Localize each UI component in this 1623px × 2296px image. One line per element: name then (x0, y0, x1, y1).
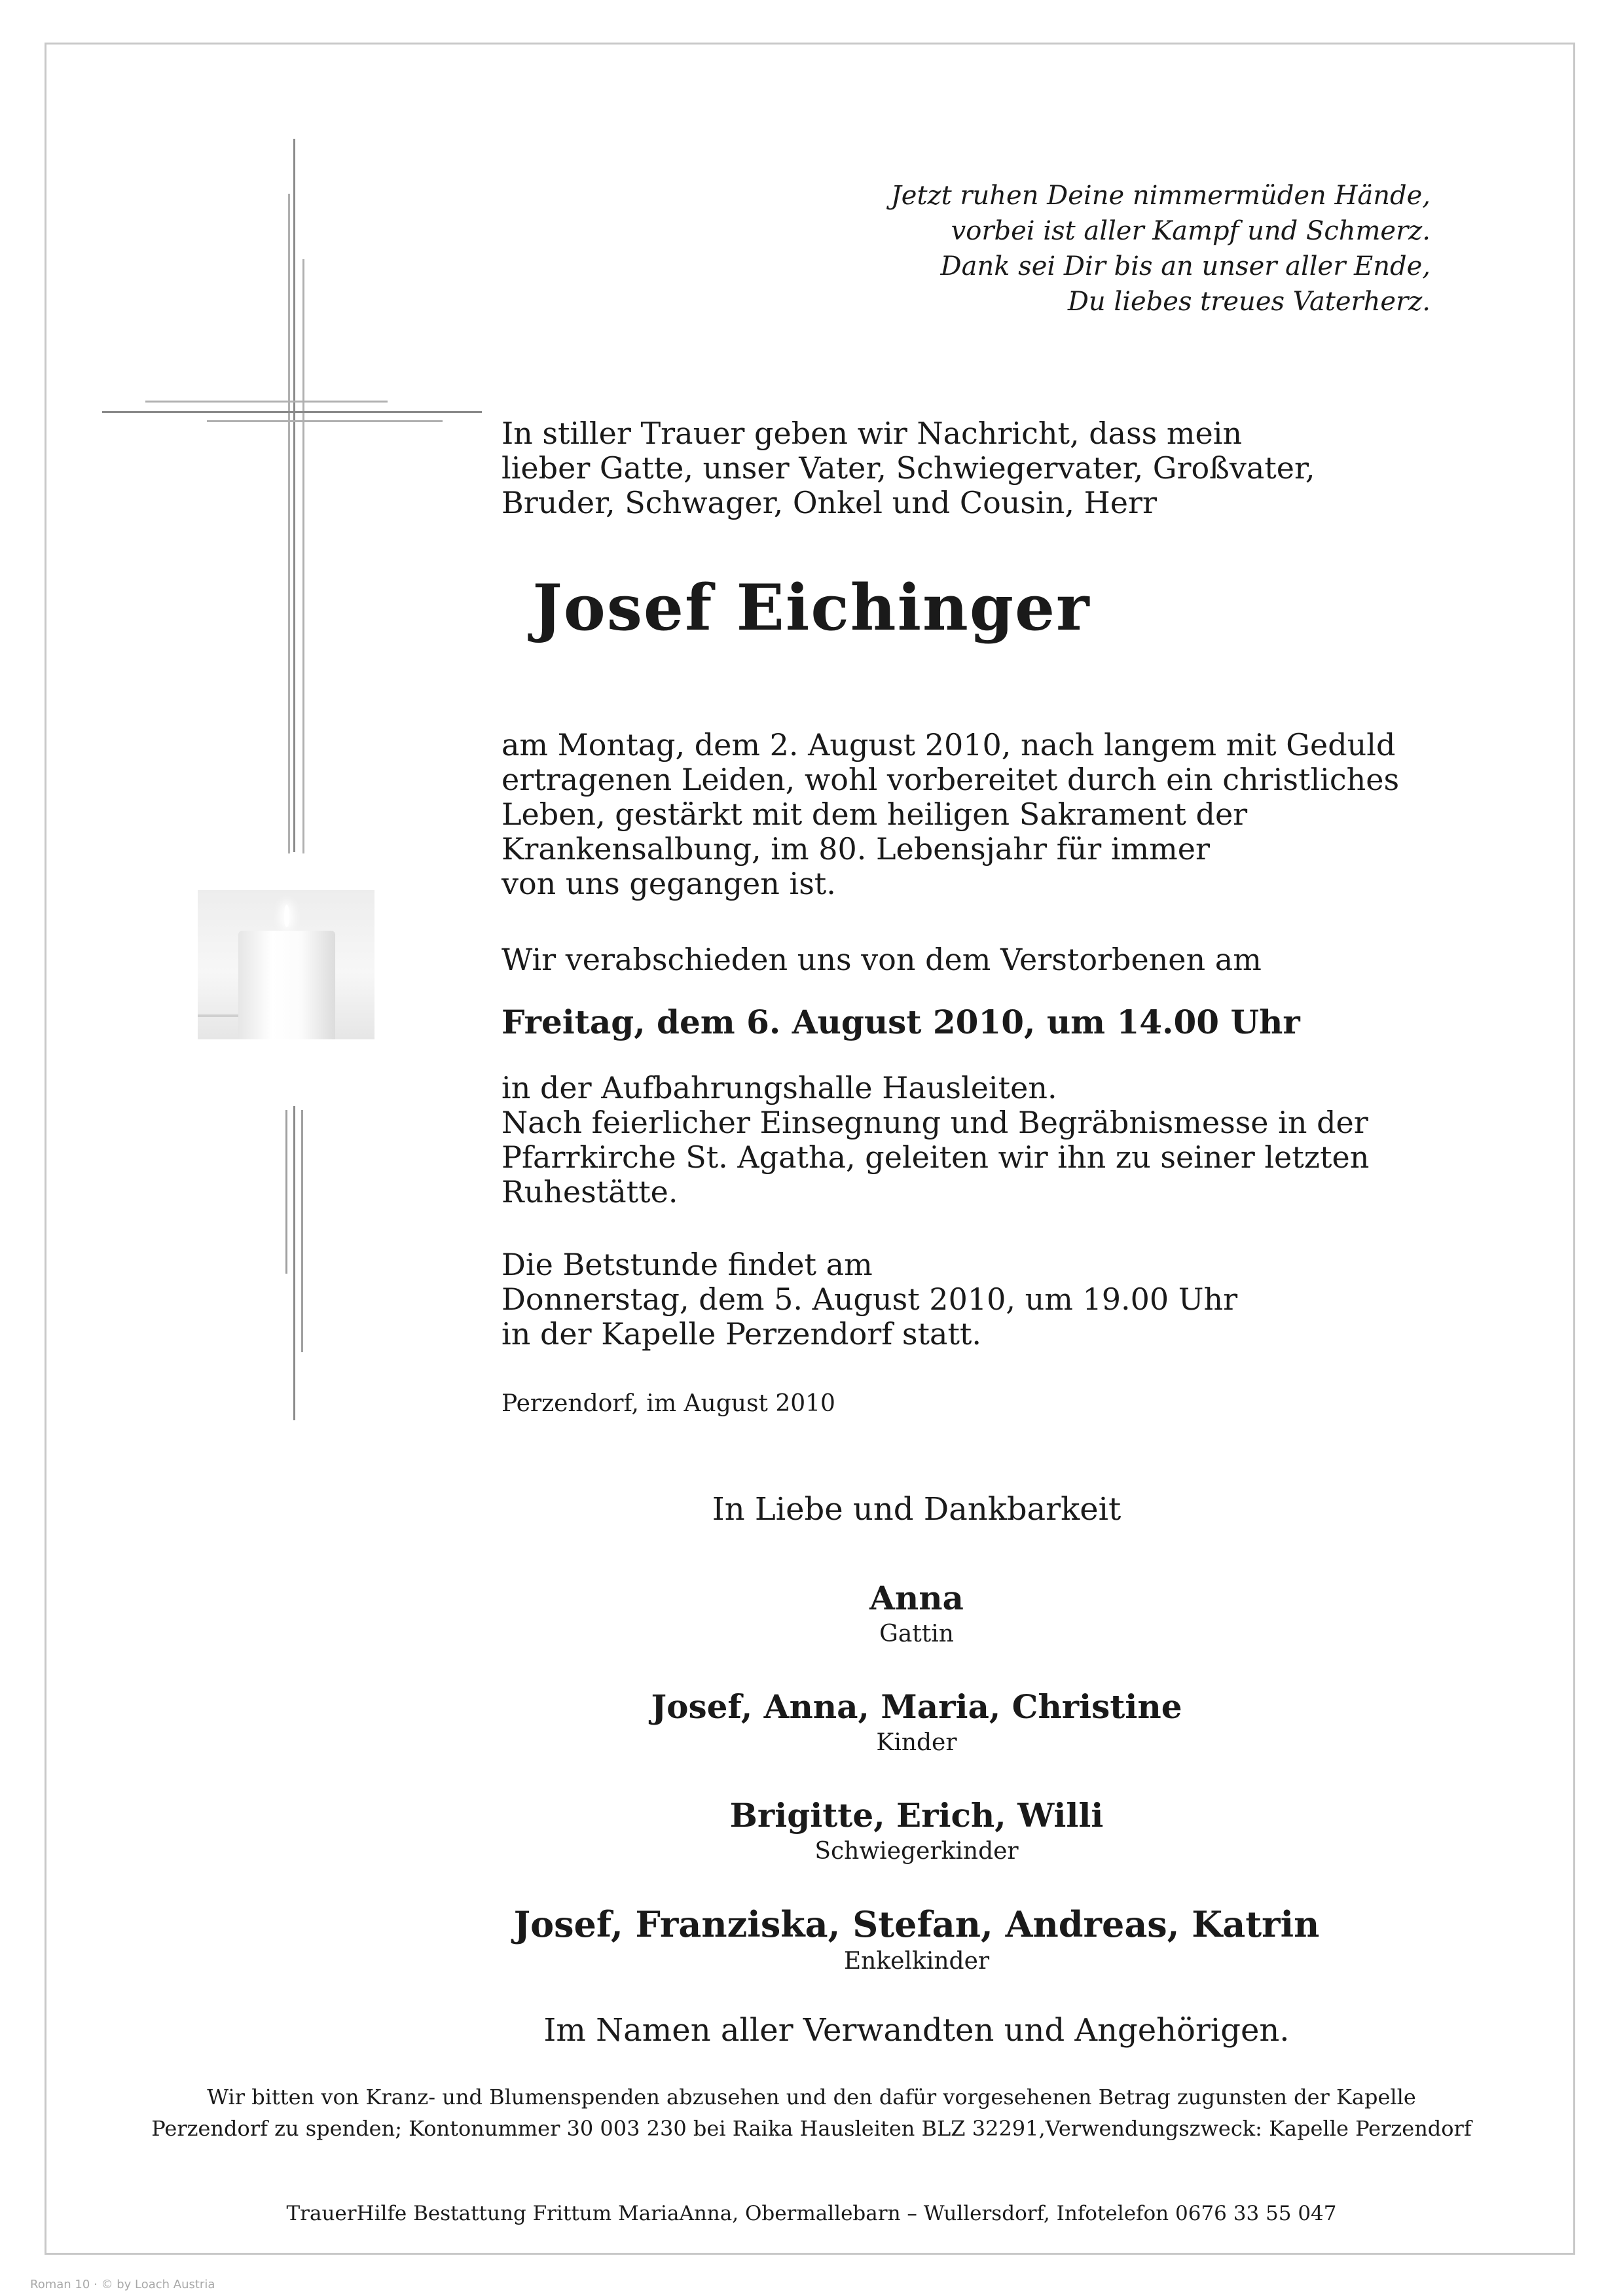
poem-line: vorbei ist aller Kampf und Schmerz. (951, 216, 1431, 246)
place-date: Perzendorf, im August 2010 (501, 1390, 835, 1417)
poem-line: Dank sei Dir bis an unser aller Ende, (940, 251, 1431, 281)
death-text-line: von uns gegangen ist. (501, 866, 836, 901)
poem-line: Jetzt ruhen Deine nimmermüden Hände, (890, 181, 1431, 211)
family-names: Anna (869, 1579, 964, 1617)
intro-line: lieber Gatte, unser Vater, Schwiegervater, Großvater, (501, 450, 1315, 486)
intro-line: Bruder, Schwager, Onkel und Cousin, Herr (501, 485, 1157, 520)
family-role: Kinder (876, 1729, 957, 1756)
family-role: Enkelkinder (843, 1948, 990, 1975)
death-text-line: am Montag, dem 2. August 2010, nach langem mit Geduld (501, 727, 1396, 762)
farewell-intro: Wir verabschieden uns von dem Verstorbenen am (501, 942, 1262, 977)
family-names: Brigitte, Erich, Willi (729, 1796, 1104, 1835)
relatives-line: Im Namen aller Verwandten und Angehörigen. (543, 2012, 1290, 2049)
prayer-line: Donnerstag, dem 5. August 2010, um 19.00 Uhr (501, 1282, 1238, 1317)
family-role: Schwiegerkinder (814, 1838, 1019, 1865)
farewell-detail-line: Nach feierlicher Einsegnung und Begräbnismesse in der (501, 1105, 1368, 1140)
farewell-detail-line: Pfarrkirche St. Agatha, geleiten wir ihn zu seiner letzten (501, 1139, 1370, 1175)
family-role: Gattin (879, 1621, 954, 1647)
farewell-date: Freitag, dem 6. August 2010, um 14.00 Uhr (501, 1003, 1300, 1041)
family-names: Josef, Anna, Maria, Christine (651, 1687, 1182, 1726)
death-text-line: Krankensalbung, im 80. Lebensjahr für immer (501, 831, 1211, 867)
donation-note-line: Perzendorf zu spenden; Kontonummer 30 003 230 bei Raika Hausleiten BLZ 32291,Verwendungszweck: Kapelle Perzendorf (151, 2116, 1472, 2141)
intro-line: In stiller Trauer geben wir Nachricht, dass mein (501, 416, 1243, 451)
prayer-line: in der Kapelle Perzendorf statt. (501, 1316, 982, 1352)
template-credit: Roman 10 · © by Loach Austria (30, 2278, 215, 2291)
poem-line: Du liebes treues Vaterherz. (1067, 287, 1431, 317)
death-text-line: ertragenen Leiden, wohl vorbereitet durch ein christliches (501, 762, 1400, 797)
farewell-detail-line: in der Aufbahrungshalle Hausleiten. (501, 1070, 1057, 1105)
prayer-line: Die Betstunde findet am (501, 1247, 873, 1282)
donation-note-line: Wir bitten von Kranz- und Blumenspenden abzusehen und den dafür vorgesehenen Betrag zugunsten der Kapelle (207, 2085, 1416, 2109)
family-names: Josef, Franziska, Stefan, Andreas, Katrin (513, 1903, 1320, 1945)
closing: In Liebe und Dankbarkeit (712, 1491, 1122, 1528)
deceased-name: Josef Eichinger (532, 571, 1091, 645)
death-text-line: Leben, gestärkt mit dem heiligen Sakrament der (501, 797, 1248, 832)
undertaker-footer: TrauerHilfe Bestattung Frittum MariaAnna, Obermallebarn – Wullersdorf, Infotelefon 0676 33 55 047 (286, 2202, 1337, 2225)
candle-image (198, 890, 374, 1039)
farewell-detail-line: Ruhestätte. (501, 1174, 678, 1210)
